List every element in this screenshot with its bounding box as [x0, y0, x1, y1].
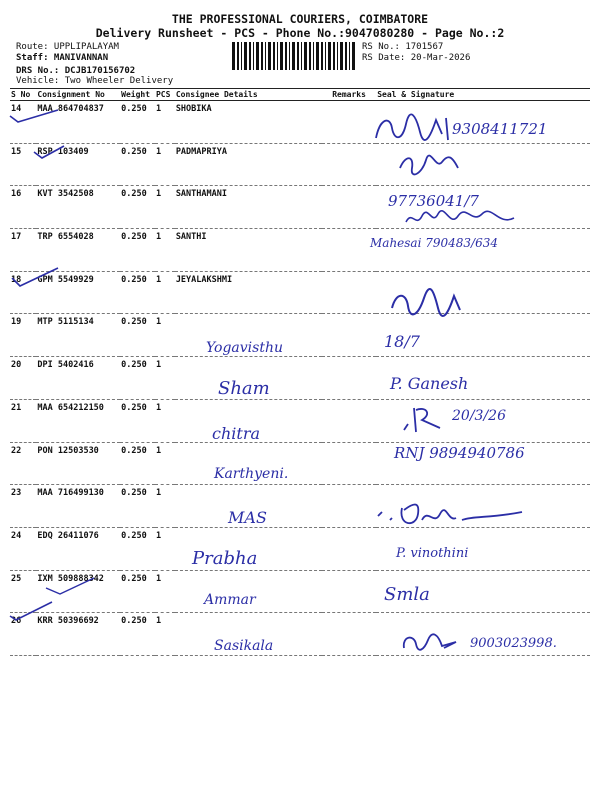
cell-remarks: [322, 357, 376, 400]
cell-consignment: MTP 5115134: [36, 314, 120, 357]
handwritten-signature: P. vinothini: [396, 546, 469, 561]
cell-remarks: [322, 570, 376, 613]
cell-consignment: MAA 654212150: [36, 399, 120, 442]
cell-weight: 0.250: [120, 101, 155, 144]
cell-consignee: PADMAPRIYA: [175, 143, 322, 186]
cell-pcs: 1: [155, 399, 175, 442]
cell-pcs: 1: [155, 485, 175, 528]
cell-sno: 19: [10, 314, 36, 357]
cell-weight: 0.250: [120, 186, 155, 229]
check-mark-icon: [30, 142, 70, 162]
signature-scribble: [402, 206, 522, 230]
cell-consignment: KRR 50396692: [36, 613, 120, 656]
cell-remarks: [322, 442, 376, 485]
cell-pcs: 1: [155, 314, 175, 357]
cell-remarks: [322, 101, 376, 144]
handwritten-name: Karthyeni.: [214, 466, 289, 482]
cell-pcs: 1: [155, 357, 175, 400]
vehicle-label: Vehicle: Two Wheeler Delivery: [16, 76, 174, 86]
cell-pcs: 1: [155, 442, 175, 485]
runsheet-table: [10, 88, 590, 656]
col-sno: S No: [10, 89, 36, 101]
drs-number: DRS No.: DCJB170156702: [16, 66, 136, 76]
signature-scribble: [372, 500, 532, 534]
cell-pcs: 1: [155, 186, 175, 229]
cell-sno: 16: [10, 186, 36, 229]
handwritten-phone: 9003023998.: [470, 636, 557, 651]
handwritten-name: Ammar: [204, 592, 256, 608]
cell-remarks: [322, 314, 376, 357]
handwritten-name: Sham: [218, 378, 270, 399]
cell-consignment: MAA 864704837: [36, 101, 120, 144]
cell-remarks: [322, 485, 376, 528]
col-weight: Weight: [120, 89, 155, 101]
cell-consignment: RSP 103409: [36, 143, 120, 186]
cell-pcs: 1: [155, 229, 175, 272]
cell-weight: 0.250: [120, 485, 155, 528]
col-consignee: Consignee Details: [175, 89, 322, 101]
route-label: Route: UPPLIPALAYAM: [16, 42, 119, 52]
cell-sno: 22: [10, 442, 36, 485]
table-row: [10, 271, 590, 314]
cell-weight: 0.250: [120, 357, 155, 400]
handwritten-signature: Smla: [384, 584, 430, 605]
cell-sno: 23: [10, 485, 36, 528]
cell-sno: 21: [10, 399, 36, 442]
col-signature: Seal & Signature: [376, 89, 590, 101]
table-row: [10, 229, 590, 272]
cell-remarks: [322, 271, 376, 314]
cell-weight: 0.250: [120, 613, 155, 656]
cell-consignment: TRP 6554028: [36, 229, 120, 272]
cell-remarks: [322, 527, 376, 570]
cell-consignee: SANTHAMANI: [175, 186, 322, 229]
signature-scribble: [372, 112, 452, 146]
col-remarks: Remarks: [322, 89, 376, 101]
runsheet-subtitle: Delivery Runsheet - PCS - Phone No.:9047080280 - Page No.:2: [95, 26, 505, 40]
cell-remarks: [322, 399, 376, 442]
cell-consignment: MAA 716499130: [36, 485, 120, 528]
check-mark-icon: [8, 264, 64, 290]
cell-weight: 0.250: [120, 527, 155, 570]
cell-weight: 0.250: [120, 314, 155, 357]
cell-remarks: [322, 613, 376, 656]
cell-sno: 18: [10, 271, 36, 314]
check-mark-icon: [6, 598, 56, 624]
cell-consignment: PON 12503530: [36, 442, 120, 485]
handwritten-phone: RNJ 9894940786: [394, 444, 525, 462]
cell-remarks: [322, 186, 376, 229]
cell-consignment: KVT 3542508: [36, 186, 120, 229]
col-consignment: Consignment No: [36, 89, 120, 101]
cell-pcs: 1: [155, 613, 175, 656]
handwritten-signature: P. Ganesh: [390, 374, 469, 393]
table-header-row: [10, 89, 590, 101]
cell-sno: 26: [10, 613, 36, 656]
cell-sno: 15: [10, 143, 36, 186]
signature-scribble: [388, 286, 468, 320]
cell-consignee: SHOBIKA: [175, 101, 322, 144]
table-row: [10, 314, 590, 357]
staff-label: Staff: MANIVANNAN: [16, 53, 109, 63]
cell-weight: 0.250: [120, 143, 155, 186]
handwritten-date: 20/3/26: [452, 408, 506, 424]
cell-sno: 17: [10, 229, 36, 272]
handwritten-phone: 97736041/7: [388, 192, 479, 210]
signature-scribble: [396, 150, 466, 176]
handwritten-phone: 9308411721: [452, 120, 548, 138]
company-title: THE PROFESSIONAL COURIERS, COIMBATORE: [171, 12, 429, 26]
col-pcs: PCS: [155, 89, 175, 101]
cell-consignee: SANTHI: [175, 229, 322, 272]
rs-date: RS Date: 20-Mar-2026: [362, 53, 471, 63]
check-mark-icon: [4, 104, 64, 126]
handwritten-signature: 18/7: [384, 332, 420, 351]
cell-consignment: IXM 509888342: [36, 570, 120, 613]
cell-weight: 0.250: [120, 399, 155, 442]
handwritten-name: MAS: [228, 508, 267, 527]
signature-scribble: [398, 628, 464, 656]
cell-pcs: 1: [155, 570, 175, 613]
cell-sno: 14: [10, 101, 36, 144]
cell-weight: 0.250: [120, 271, 155, 314]
cell-weight: 0.250: [120, 442, 155, 485]
cell-sno: 20: [10, 357, 36, 400]
cell-consignment: EDQ 26411076: [36, 527, 120, 570]
cell-pcs: 1: [155, 527, 175, 570]
handwritten-name: Sasikala: [214, 638, 274, 654]
handwritten-name: chitra: [212, 424, 260, 443]
handwritten-name: Yogavisthu: [206, 340, 283, 356]
rs-number: RS No.: 1701567: [362, 42, 444, 52]
cell-consignment: GPM 5549929: [36, 271, 120, 314]
cell-sno: 24: [10, 527, 36, 570]
cell-remarks: [322, 229, 376, 272]
handwritten-signature: Mahesai 790483/634: [370, 236, 498, 250]
table-row: [10, 143, 590, 186]
cell-weight: 0.250: [120, 229, 155, 272]
cell-pcs: 1: [155, 143, 175, 186]
cell-pcs: 1: [155, 271, 175, 314]
table-row: [10, 357, 590, 400]
check-mark-icon: [40, 574, 100, 598]
cell-weight: 0.250: [120, 570, 155, 613]
cell-pcs: 1: [155, 101, 175, 144]
cell-consignee: JEYALAKSHMI: [175, 271, 322, 314]
signature-scribble: [400, 404, 448, 434]
cell-remarks: [322, 143, 376, 186]
cell-consignment: DPI 5402416: [36, 357, 120, 400]
cell-sno: 25: [10, 570, 36, 613]
barcode: [232, 42, 356, 70]
handwritten-name: Prabha: [192, 548, 258, 569]
